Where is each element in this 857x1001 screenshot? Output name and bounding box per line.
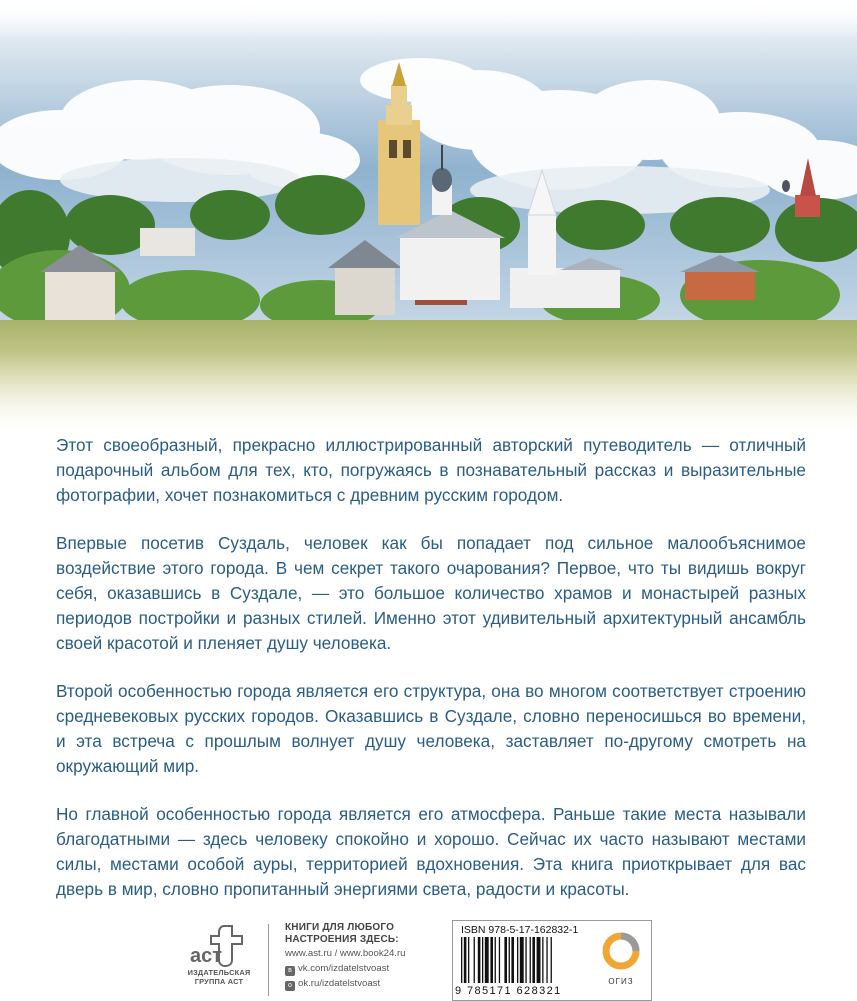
svg-text:аст: аст (190, 945, 223, 967)
barcode-icon (461, 937, 589, 985)
paragraph-intro: Этот своеобразный, прекрасно иллюстрированный авторский путеводитель — отличный подарочный альбом для тех, кто, погружаясь в познавательный рассказ и выразительные фотографии, хочет познакомиться с древним русским городом. (56, 435, 806, 505)
promo-vk-line (285, 961, 445, 976)
promo-title-line2: НАСТРОЕНИЯ ЗДЕСЬ: (285, 934, 399, 945)
promo-ok: ok.ru/izdatelstvoast (298, 978, 381, 989)
ast-logo-icon (188, 922, 250, 968)
imprint-logo (599, 931, 643, 986)
barcode-number: 9 785171 628321 (455, 985, 562, 997)
footer-divider (268, 924, 269, 996)
ogiz-ring-icon (601, 931, 641, 971)
promo-ok-line (285, 976, 445, 991)
ok-icon: о (285, 981, 295, 991)
publisher-caption-line1: ИЗДАТЕЛЬСКАЯ (187, 968, 251, 977)
promo-block (285, 922, 445, 991)
promo-vk: vk.com/izdatelstvoast (298, 963, 390, 974)
back-cover-footer (0, 918, 857, 1000)
publisher-caption-line2: ГРУППА АСТ (194, 977, 244, 986)
paragraph-structure: Второй особенностью города является его структура, она во многом соответствует строению средневековых русских городов. Оказавшись в Суздале, словно переносишься во времени, и эта встреча с прошлым волнует душу человека, заставляет по-другому смотреть на окружающий мир. (56, 681, 806, 776)
paragraph-atmosphere: Но главной особенностью города является его атмосфера. Раньше такие места называли благодатными — здесь человеку спокойно и хорошо. Сейчас их часто называют местами силы, местами особой ауры, территорией вдохновения. Эта книга приоткрывает для вас дверь в мир, словно пропитанный энергиями света, радости и красоты. (56, 804, 806, 899)
paragraph-first-visit: Впервые посетив Суздаль, человек как бы попадает под сильное малообъяснимое воздействие этого города. В чем секрет такого очарования? Первое, что ты видишь вокруг себя, оказавшись в Суздале, — это большое количество храмов и монастырей разных периодов постройки и разных стилей. Именно этот удивительный архитектурный ансамбль своей красотой и пленяет душу человека. (56, 533, 806, 653)
isbn-label: ISBN 978-5-17-162832-1 (461, 924, 579, 936)
isbn-box (452, 920, 652, 1001)
cover-photo-suzdal-landscape (0, 0, 857, 440)
promo-sites: www.ast.ru / www.book24.ru (285, 948, 406, 959)
description-text (56, 433, 806, 902)
promo-title-line1: КНИГИ ДЛЯ ЛЮБОГО (285, 922, 395, 933)
vk-icon: в (285, 966, 295, 976)
imprint-name: ОГИЗ (608, 977, 634, 986)
publisher-logo (183, 918, 255, 1000)
